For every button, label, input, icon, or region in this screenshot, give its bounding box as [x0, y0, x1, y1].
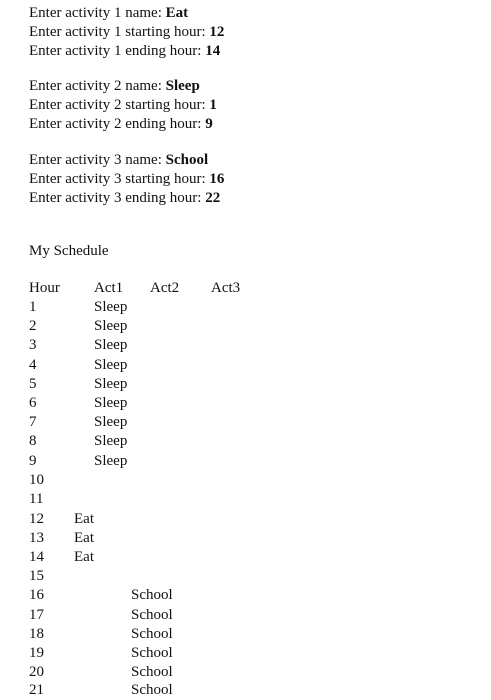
row-activity: Sleep [94, 395, 128, 411]
row-hour: 10 [29, 472, 44, 488]
prompt-line [29, 151, 208, 170]
row-activity: Sleep [94, 433, 128, 449]
prompt-line [29, 23, 224, 42]
prompt-value: 16 [209, 171, 225, 187]
row-activity: Eat [74, 530, 94, 546]
row-hour: 14 [29, 549, 44, 565]
prompt-label: Enter activity 1 ending hour: [29, 43, 206, 59]
prompt-line [29, 42, 220, 61]
row-hour: 7 [29, 414, 37, 430]
schedule-title: My Schedule [29, 243, 109, 259]
prompt-value: School [165, 152, 209, 168]
row-activity: School [131, 587, 173, 603]
prompt-line [29, 77, 200, 96]
row-hour: 16 [29, 587, 44, 603]
row-activity: Sleep [94, 376, 128, 392]
row-activity: School [131, 645, 173, 661]
prompt-label: Enter activity 1 name: [29, 5, 166, 21]
prompt-value: 22 [205, 190, 221, 206]
prompt-label: Enter activity 2 ending hour: [29, 116, 206, 132]
row-hour: 13 [29, 530, 44, 546]
header-act1: Act1 [94, 280, 124, 296]
prompt-line [29, 170, 224, 189]
prompt-value: Eat [165, 5, 189, 21]
prompt-line [29, 96, 217, 115]
row-hour: 2 [29, 318, 37, 334]
row-hour: 8 [29, 433, 37, 449]
prompt-label: Enter activity 3 starting hour: [29, 171, 210, 187]
row-activity: Sleep [94, 299, 128, 315]
row-activity: School [131, 664, 173, 680]
header-act3: Act3 [211, 280, 241, 296]
prompt-value: 9 [205, 116, 213, 132]
prompt-value: Sleep [165, 78, 200, 94]
row-hour: 11 [29, 491, 44, 507]
prompt-label: Enter activity 3 name: [29, 152, 166, 168]
header-hour: Hour [29, 280, 60, 296]
row-activity: Eat [74, 549, 94, 565]
row-activity: Sleep [94, 357, 128, 373]
prompt-label: Enter activity 2 name: [29, 78, 166, 94]
row-activity: School [131, 682, 173, 698]
row-hour: 3 [29, 337, 37, 353]
prompt-value: 1 [209, 97, 217, 113]
prompt-line [29, 115, 213, 134]
prompt-label: Enter activity 2 starting hour: [29, 97, 210, 113]
row-hour: 20 [29, 664, 44, 680]
prompt-value: 14 [205, 43, 221, 59]
header-act2: Act2 [150, 280, 180, 296]
prompt-value: 12 [209, 24, 225, 40]
row-hour: 18 [29, 626, 44, 642]
row-hour: 17 [29, 607, 44, 623]
row-activity: Sleep [94, 414, 128, 430]
row-hour: 5 [29, 376, 37, 392]
row-hour: 4 [29, 357, 37, 373]
row-hour: 12 [29, 511, 44, 527]
prompt-line [29, 189, 220, 208]
prompt-line [29, 4, 188, 23]
row-hour: 9 [29, 453, 37, 469]
row-activity: School [131, 607, 173, 623]
row-activity: School [131, 626, 173, 642]
row-hour: 15 [29, 568, 44, 584]
row-activity: Sleep [94, 318, 128, 334]
row-activity: Sleep [94, 337, 128, 353]
row-hour: 6 [29, 395, 37, 411]
prompt-label: Enter activity 1 starting hour: [29, 24, 210, 40]
row-hour: 1 [29, 299, 37, 315]
row-activity: Sleep [94, 453, 128, 469]
row-hour: 21 [29, 682, 44, 698]
row-activity: Eat [74, 511, 94, 527]
row-hour: 19 [29, 645, 44, 661]
prompt-label: Enter activity 3 ending hour: [29, 190, 206, 206]
